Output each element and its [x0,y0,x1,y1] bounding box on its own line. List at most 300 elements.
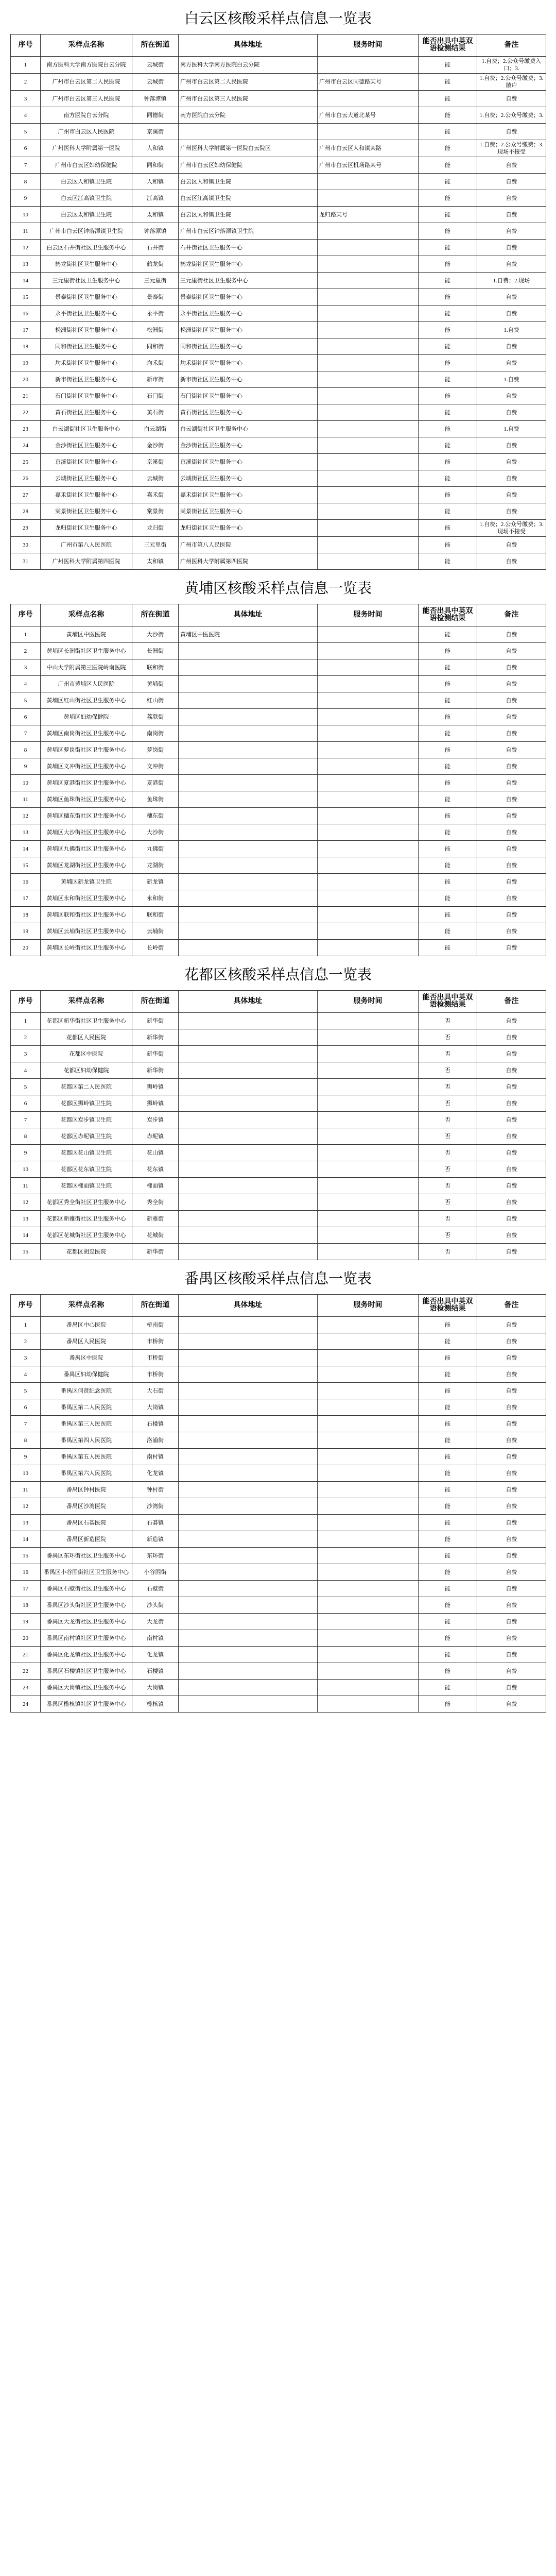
table-cell [318,1515,419,1531]
table-cell: 能 [419,1449,477,1465]
table-cell: 花城街 [132,1227,179,1244]
table-cell [318,371,419,388]
table-cell: 花都区花山镇卫生院 [41,1145,132,1161]
column-header: 服务时间 [318,604,419,626]
table-cell [318,841,419,857]
table-cell: 花都区梯面镇卫生院 [41,1178,132,1194]
table-cell [318,1194,419,1211]
column-header: 具体地址 [179,604,318,626]
table-cell: 黄埔区红山街社区卫生服务中心 [41,692,132,709]
table-cell [318,692,419,709]
table-cell: 夏港街 [132,775,179,791]
table-row [11,1178,546,1194]
table-cell: 自费 [477,124,546,140]
table-cell: 自费 [477,1013,546,1029]
table-row [11,940,546,956]
table-cell: 26 [11,470,41,487]
table-row [11,1416,546,1432]
table-cell [179,124,318,140]
table-row [11,1013,546,1029]
table-cell [179,1161,318,1178]
table-cell: 能 [419,643,477,659]
table-cell: 5 [11,124,41,140]
table-cell: 石壁街 [132,1581,179,1597]
table-cell [318,1079,419,1095]
table-cell: 梯面镇 [132,1178,179,1194]
table-cell: 花都区人民医院 [41,1029,132,1046]
table-header-row [11,604,546,626]
table-cell: 5 [11,1079,41,1095]
section-3 [10,956,546,1260]
table-cell: 赤坭镇 [132,1128,179,1145]
table-cell: 自费 [477,1482,546,1498]
table-cell: 7 [11,157,41,174]
table-cell: 能 [419,74,477,91]
table-cell: 自费 [477,1449,546,1465]
table-cell: 能 [419,1465,477,1482]
table-cell: 6 [11,1095,41,1112]
table-cell: 能 [419,273,477,289]
table-row [11,190,546,207]
table-cell [318,1647,419,1663]
table-cell: 能 [419,306,477,322]
table-cell [318,643,419,659]
table-cell: 能 [419,1663,477,1680]
table-cell: 能 [419,388,477,404]
table-cell: 石门街社区卫生服务中心 [41,388,132,404]
table-cell: 13 [11,824,41,841]
table-cell [179,1696,318,1713]
table-cell: 黄埔区鱼珠街社区卫生服务中心 [41,791,132,808]
table-cell: 南村镇 [132,1630,179,1647]
table-cell: 鹤龙街 [132,256,179,273]
table-cell: 大龙街 [132,1614,179,1630]
table-row [11,1597,546,1614]
table-cell: 自费 [477,1317,546,1333]
table-cell [318,1145,419,1161]
table-cell: 19 [11,355,41,371]
table-cell [318,256,419,273]
table-cell: 能 [419,857,477,874]
table-cell [318,1416,419,1432]
table-row [11,1630,546,1647]
table-cell: 17 [11,1581,41,1597]
table-cell [179,923,318,940]
table-row [11,1029,546,1046]
table-cell: 15 [11,289,41,306]
table-cell: 1 [11,57,41,74]
table-cell: 番禺区第三人民医院 [41,1416,132,1432]
table-cell [318,1333,419,1350]
table-cell [318,659,419,676]
table-cell: 黄埔区永和街社区卫生服务中心 [41,890,132,907]
table-cell: 炭步镇 [132,1112,179,1128]
table-cell [318,421,419,437]
table-cell [318,758,419,775]
table-cell: 小谷围街 [132,1564,179,1581]
section-4 [10,1260,546,1713]
table-cell: 能 [419,355,477,371]
table-row [11,57,546,74]
table-cell: 能 [419,709,477,725]
table-cell: 云城街 [132,470,179,487]
table-cell: 能 [419,1350,477,1366]
table-cell: 自费 [477,1597,546,1614]
table-cell: 番禺区大岗镇社区卫生服务中心 [41,1680,132,1696]
table-cell [318,709,419,725]
table-cell: 棠景街社区卫生服务中心 [41,503,132,520]
table-cell: 自费 [477,338,546,355]
table-cell: 番禺区中心医院 [41,1317,132,1333]
table-row [11,742,546,758]
table-cell: 1.自费；2.公众号缴费；3.现场不接受 [477,520,546,537]
table-cell: 广州市白云区人和镇某路 [318,140,419,157]
table-cell [318,1399,419,1416]
table-cell: 能 [419,626,477,643]
table-cell: 能 [419,371,477,388]
table-cell [179,1614,318,1630]
table-cell: 否 [419,1161,477,1178]
table-cell: 新市街社区卫生服务中心 [179,371,318,388]
table-cell: 番禺区南村镇社区卫生服务中心 [41,1630,132,1647]
table-row [11,306,546,322]
table-cell: 能 [419,1696,477,1713]
column-header: 所在街道 [132,35,179,57]
table-row [11,841,546,857]
table-row [11,890,546,907]
table-cell: 自费 [477,659,546,676]
table-cell [318,404,419,421]
sampling-sites-table [10,604,546,956]
table-cell: 同和街社区卫生服务中心 [41,338,132,355]
table-cell: 自费 [477,1663,546,1680]
table-cell: 龙归街社区卫生服务中心 [41,520,132,537]
table-cell: 自费 [477,890,546,907]
table-cell: 1.自费；2.公众号缴费；3.现场不接受 [477,140,546,157]
table-cell: 自费 [477,1399,546,1416]
table-cell: 能 [419,107,477,124]
table-row [11,758,546,775]
table-cell: 自费 [477,824,546,841]
table-cell: 榄核镇 [132,1696,179,1713]
table-cell: 自费 [477,907,546,923]
sampling-sites-table [10,1294,546,1713]
table-cell: 20 [11,371,41,388]
table-row [11,1383,546,1399]
table-cell: 6 [11,1399,41,1416]
table-cell: 联和街 [132,907,179,923]
table-cell: 花都区花东镇卫生院 [41,1161,132,1178]
table-cell: 南岗街 [132,725,179,742]
table-cell: 石井街社区卫生服务中心 [179,240,318,256]
table-cell: 新市街社区卫生服务中心 [41,371,132,388]
table-cell: 22 [11,404,41,421]
table-row [11,1046,546,1062]
table-cell [318,1366,419,1383]
table-cell: 自费 [477,1333,546,1350]
table-cell: 新市街 [132,371,179,388]
table-row [11,1548,546,1564]
table-cell: 云城街社区卫生服务中心 [179,470,318,487]
table-cell: 自费 [477,758,546,775]
table-row [11,725,546,742]
table-row [11,1696,546,1713]
table-cell: 文冲街 [132,758,179,775]
table-cell: 8 [11,1432,41,1449]
table-cell: 4 [11,676,41,692]
table-cell: 9 [11,190,41,207]
table-cell: 化龙镇 [132,1465,179,1482]
column-header: 采样点名称 [41,35,132,57]
table-cell [318,791,419,808]
table-cell: 广州市白云区妇幼保健院 [179,157,318,174]
table-cell: 南村镇 [132,1449,179,1465]
table-row [11,355,546,371]
table-cell: 能 [419,256,477,273]
column-header: 备注 [477,35,546,57]
table-cell: 4 [11,1062,41,1079]
table-cell: 洛浦街 [132,1432,179,1449]
table-cell: 能 [419,404,477,421]
table-cell: 自费 [477,1161,546,1178]
table-cell: 黄埔区南岗街社区卫生服务中心 [41,725,132,742]
table-row [11,1194,546,1211]
table-cell [179,758,318,775]
table-cell: 否 [419,1112,477,1128]
table-cell: 能 [419,940,477,956]
table-cell: 广州市第八人民医院 [179,537,318,553]
table-cell: 黄埔区文冲街社区卫生服务中心 [41,758,132,775]
table-cell [179,1531,318,1548]
table-cell: 黄石街社区卫生服务中心 [179,404,318,421]
table-row [11,338,546,355]
table-row [11,174,546,190]
table-cell [318,940,419,956]
table-cell [179,1581,318,1597]
table-cell: 石碁镇 [132,1515,179,1531]
table-row [11,1614,546,1630]
table-cell: 自费 [477,1531,546,1548]
table-cell: 能 [419,1399,477,1416]
table-cell: 否 [419,1029,477,1046]
table-cell: 广州市白云区钟落潭镇卫生院 [41,223,132,240]
table-cell: 23 [11,1680,41,1696]
table-cell: 云城街社区卫生服务中心 [41,470,132,487]
table-cell: 自费 [477,487,546,503]
table-cell: 自费 [477,1029,546,1046]
table-cell [318,874,419,890]
table-cell: 否 [419,1227,477,1244]
table-cell [179,1482,318,1498]
table-row [11,124,546,140]
table-cell: 番禺区人民医院 [41,1333,132,1350]
table-cell: 10 [11,207,41,223]
table-cell: 1.自费；2.公众号缴费入口；3. [477,57,546,74]
table-cell: 15 [11,1548,41,1564]
table-cell [318,725,419,742]
table-cell: 广州医科大学附属第一医院 [41,140,132,157]
table-cell: 番禺区石楼镇社区卫生服务中心 [41,1663,132,1680]
table-cell: 自费 [477,874,546,890]
table-row [11,1244,546,1260]
table-cell: 能 [419,1680,477,1696]
table-cell: 12 [11,808,41,824]
table-row [11,692,546,709]
table-cell: 景泰街 [132,289,179,306]
table-row [11,437,546,454]
table-cell: 广州医科大学附属第一医院白云院区 [179,140,318,157]
table-cell: 8 [11,174,41,190]
table-cell: 三元里街社区卫生服务中心 [179,273,318,289]
table-cell: 能 [419,808,477,824]
table-cell [318,322,419,338]
table-cell: 狮岭镇 [132,1095,179,1112]
table-cell: 自费 [477,1178,546,1194]
table-cell: 自费 [477,537,546,553]
table-cell: 否 [419,1211,477,1227]
table-cell: 1.自费；2.公众号缴费；3. [477,107,546,124]
table-cell [318,1663,419,1680]
table-cell: 花都区新雅街社区卫生服务中心 [41,1211,132,1227]
table-cell: 石井街 [132,240,179,256]
table-cell [179,1383,318,1399]
table-cell: 番禺区第二人民医院 [41,1399,132,1416]
table-cell: 30 [11,537,41,553]
table-cell: 能 [419,91,477,107]
table-cell [179,742,318,758]
table-cell [318,273,419,289]
table-cell: 2 [11,74,41,91]
table-cell [179,824,318,841]
table-cell [179,890,318,907]
table-cell [318,1227,419,1244]
column-header: 所在街道 [132,604,179,626]
table-cell: 京溪街 [132,454,179,470]
table-cell: 能 [419,923,477,940]
table-cell [179,1095,318,1112]
table-cell [318,190,419,207]
table-cell [318,470,419,487]
table-cell: 松洲街社区卫生服务中心 [41,322,132,338]
table-cell: 9 [11,758,41,775]
table-cell: 自费 [477,355,546,371]
table-cell [318,1383,419,1399]
table-header-row [11,991,546,1013]
table-cell [318,57,419,74]
table-cell: 自费 [477,1630,546,1647]
table-cell [179,1498,318,1515]
column-header: 备注 [477,604,546,626]
table-cell: 能 [419,725,477,742]
table-row [11,223,546,240]
table-cell: 黄埔区联和街社区卫生服务中心 [41,907,132,923]
table-cell: 能 [419,322,477,338]
table-cell: 4 [11,1366,41,1383]
table-cell: 24 [11,1696,41,1713]
table-cell [179,940,318,956]
table-cell: 自费 [477,841,546,857]
table-cell: 沙湾街 [132,1498,179,1515]
table-cell [318,1350,419,1366]
table-row [11,1366,546,1383]
table-cell: 19 [11,1614,41,1630]
table-cell: 23 [11,421,41,437]
table-cell: 白云区人和镇卫生院 [179,174,318,190]
table-cell [179,1515,318,1531]
table-cell: 能 [419,124,477,140]
table-cell: 自费 [477,306,546,322]
table-cell: 29 [11,520,41,537]
table-cell [318,1548,419,1564]
table-row [11,207,546,223]
table-cell [318,775,419,791]
table-cell [318,1564,419,1581]
table-cell [318,289,419,306]
table-cell: 能 [419,1548,477,1564]
table-row [11,1680,546,1696]
table-cell: 自费 [477,857,546,874]
table-cell: 番禺区石碁医院 [41,1515,132,1531]
table-row [11,1227,546,1244]
table-cell: 自费 [477,1194,546,1211]
table-cell: 龙湖街 [132,857,179,874]
table-row [11,503,546,520]
table-cell: 自费 [477,923,546,940]
table-cell: 京溪街社区卫生服务中心 [41,454,132,470]
table-cell: 自费 [477,157,546,174]
table-header-row [11,1295,546,1317]
table-cell: 中山大学附属第三医院岭南医院 [41,659,132,676]
column-header: 序号 [11,991,41,1013]
table-cell: 同德街 [132,107,179,124]
table-cell [318,1581,419,1597]
table-cell: 黄埔区云埔街社区卫生服务中心 [41,923,132,940]
table-cell: 景泰街社区卫生服务中心 [41,289,132,306]
table-cell: 11 [11,1178,41,1194]
table-cell [179,1432,318,1449]
table-cell: 自费 [477,1680,546,1696]
table-cell: 17 [11,322,41,338]
table-cell: 自费 [477,643,546,659]
table-row [11,1095,546,1112]
table-cell: 能 [419,157,477,174]
table-cell: 能 [419,1366,477,1383]
table-cell [318,1614,419,1630]
column-header: 采样点名称 [41,1295,132,1317]
table-cell: 均禾街社区卫生服务中心 [41,355,132,371]
table-row [11,322,546,338]
table-cell: 狮岭镇 [132,1079,179,1095]
table-cell: 1 [11,1317,41,1333]
table-cell: 自费 [477,1062,546,1079]
table-cell: 21 [11,388,41,404]
table-cell: 15 [11,857,41,874]
table-cell: 自费 [477,676,546,692]
table-cell: 黄埔区中医医院 [41,626,132,643]
table-header-row [11,35,546,57]
table-cell: 广州市白云大道北某号 [318,107,419,124]
table-cell: 黄埔区新龙镇卫生院 [41,874,132,890]
table-cell: 自费 [477,1416,546,1432]
table-cell: 石楼镇 [132,1416,179,1432]
table-cell: 自费 [477,1564,546,1581]
table-cell: 3 [11,1350,41,1366]
table-cell [179,1062,318,1079]
table-cell: 自费 [477,437,546,454]
table-cell: 永和街 [132,890,179,907]
table-cell [318,174,419,190]
table-cell [179,1046,318,1062]
